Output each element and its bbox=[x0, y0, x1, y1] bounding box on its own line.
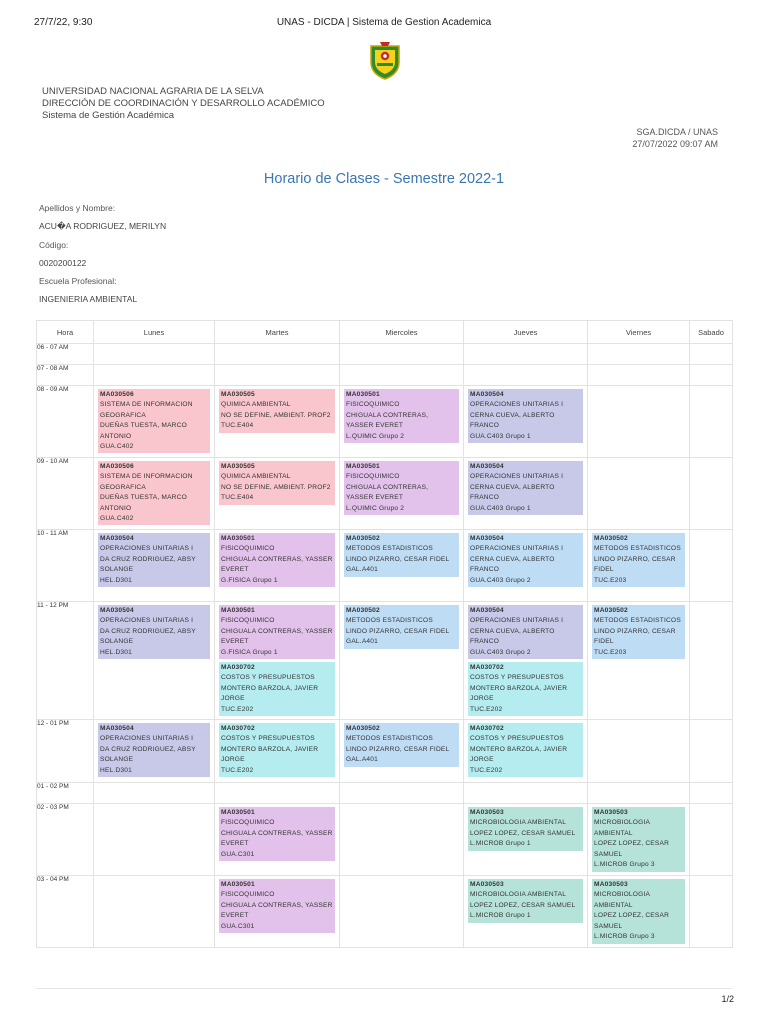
course-room: L.QUIMIC Grupo 2 bbox=[346, 504, 405, 512]
school-name: INGENIERIA AMBIENTAL bbox=[39, 294, 138, 304]
course-block[interactable] bbox=[219, 807, 335, 861]
course-code: MA030504 bbox=[100, 725, 134, 733]
course-teacher: DA CRUZ RODRIGUEZ, ABSY SOLANGE bbox=[100, 745, 196, 764]
course-room: L.MICROB Grupo 3 bbox=[594, 861, 655, 869]
schedule-cell bbox=[690, 720, 733, 783]
course-code: MA030504 bbox=[470, 535, 504, 542]
course-code: MA030502 bbox=[346, 725, 380, 733]
schedule-cell bbox=[464, 783, 588, 804]
course-teacher: MONTERO BARZOLA, JAVIER JORGE bbox=[470, 745, 568, 764]
course-code: MA030502 bbox=[594, 607, 628, 614]
course-room: GUA.C402 bbox=[100, 443, 134, 451]
course-code: MA030502 bbox=[346, 607, 380, 614]
course-teacher: CERNA CUEVA, ALBERTO FRANCO bbox=[470, 411, 555, 430]
schedule-cell bbox=[588, 344, 690, 365]
schedule-cell bbox=[340, 386, 464, 458]
print-header bbox=[0, 17, 768, 31]
course-teacher: LINDO PIZARRO, CESAR FIDEL bbox=[346, 627, 450, 635]
course-block[interactable] bbox=[344, 723, 459, 767]
schedule-cell bbox=[690, 804, 733, 876]
course-block[interactable] bbox=[468, 605, 583, 659]
course-block[interactable] bbox=[219, 389, 335, 433]
schedule-cell bbox=[690, 530, 733, 602]
course-code: MA030506 bbox=[100, 391, 134, 398]
institution-block bbox=[42, 86, 325, 122]
course-room: L.MICROB Grupo 3 bbox=[594, 933, 655, 941]
course-teacher: MONTERO BARZOLA, JAVIER JORGE bbox=[221, 745, 319, 764]
schedule-cell bbox=[690, 344, 733, 365]
hour-cell: 06 - 07 AM bbox=[37, 344, 94, 365]
course-teacher: CHIGUALA CONTRERAS, YASSER EVERET bbox=[221, 901, 333, 920]
schedule-cell bbox=[215, 783, 340, 804]
course-room: GUA.C403 Grupo 1 bbox=[470, 432, 531, 440]
course-name: FISICOQUIMICO bbox=[346, 473, 400, 481]
course-name: OPERACIONES UNITARIAS I bbox=[470, 401, 564, 409]
schedule-header-row bbox=[37, 321, 733, 344]
course-room: GUA.C403 Grupo 2 bbox=[470, 648, 531, 656]
schedule-cell bbox=[464, 804, 588, 876]
course-room: HEL.D301 bbox=[100, 648, 133, 656]
course-room: TUC.E202 bbox=[221, 766, 254, 774]
course-block[interactable] bbox=[219, 461, 335, 505]
hour-cell: 10 - 11 AM bbox=[37, 530, 94, 602]
course-name: SISTEMA DE INFORMACION GEOGRAFICA bbox=[100, 473, 193, 491]
course-code: MA030702 bbox=[470, 725, 504, 733]
course-name: MICROBIOLOGIA AMBIENTAL bbox=[470, 891, 567, 899]
schedule-cell bbox=[588, 720, 690, 783]
course-code: MA030502 bbox=[594, 535, 628, 542]
course-block[interactable] bbox=[219, 662, 335, 716]
schedule-cell bbox=[588, 876, 690, 948]
course-teacher: CHIGUALA CONTRERAS, YASSER EVERET bbox=[221, 627, 333, 646]
header-viernes: Viernes bbox=[588, 321, 690, 344]
course-room: TUC.E202 bbox=[221, 705, 254, 713]
course-name: FISICOQUIMICO bbox=[221, 545, 275, 553]
schedule-cell bbox=[690, 602, 733, 720]
course-name: QUIMICA AMBIENTAL bbox=[221, 473, 291, 481]
schedule-table bbox=[36, 320, 733, 948]
schedule-row bbox=[37, 365, 733, 386]
course-name: METODOS ESTADISTICOS bbox=[346, 545, 433, 553]
course-block[interactable] bbox=[592, 807, 685, 871]
course-code: MA030504 bbox=[470, 391, 504, 398]
course-room: HEL.D301 bbox=[100, 576, 133, 584]
course-room: HEL.D301 bbox=[100, 766, 133, 774]
hour-cell: 09 - 10 AM bbox=[37, 458, 94, 530]
course-name: COSTOS Y PRESUPUESTOS bbox=[221, 674, 315, 682]
course-code: MA030503 bbox=[470, 809, 504, 817]
course-teacher: MONTERO BARZOLA, JAVIER JORGE bbox=[470, 684, 568, 703]
course-block[interactable] bbox=[344, 533, 459, 577]
student-name-label: Apellidos y Nombre: bbox=[39, 203, 116, 213]
schedule-cell bbox=[94, 365, 215, 386]
hour-cell: 03 - 04 PM bbox=[37, 876, 94, 948]
directorate-name: DIRECCIÓN DE COORDINACIÓN Y DESARROLLO ACADÉMICO bbox=[42, 98, 325, 109]
header-jueves: Jueves bbox=[464, 321, 588, 344]
course-code: MA030504 bbox=[100, 607, 134, 614]
student-name: ACU�A RODRIGUEZ, MERILYN bbox=[39, 221, 167, 231]
course-teacher: LINDO PIZARRO, CESAR FIDEL bbox=[594, 627, 676, 646]
course-teacher: CERNA CUEVA, ALBERTO FRANCO bbox=[470, 627, 555, 646]
course-teacher: CERNA CUEVA, ALBERTO FRANCO bbox=[470, 483, 555, 502]
course-teacher: CHIGUALA CONTRERAS, YASSER EVERET bbox=[221, 829, 333, 848]
hour-cell: 12 - 01 PM bbox=[37, 720, 94, 783]
course-code: MA030702 bbox=[470, 664, 504, 672]
course-room: TUC.E203 bbox=[594, 576, 627, 584]
course-block[interactable] bbox=[592, 605, 685, 659]
course-name: MICROBIOLOGIA AMBIENTAL bbox=[594, 819, 650, 837]
schedule-cell bbox=[94, 876, 215, 948]
schedule-cell bbox=[340, 602, 464, 720]
schedule-cell bbox=[690, 876, 733, 948]
schedule-row bbox=[37, 804, 733, 876]
page-title: Horario de Clases - Semestre 2022-1 bbox=[263, 171, 505, 187]
course-code: MA030505 bbox=[221, 463, 255, 470]
course-room: L.QUIMIC Grupo 2 bbox=[346, 432, 405, 440]
course-code: MA030502 bbox=[346, 535, 380, 542]
schedule-cell bbox=[215, 365, 340, 386]
schedule-cell bbox=[690, 386, 733, 458]
schedule-cell bbox=[588, 602, 690, 720]
course-room: G.FISICA Grupo 1 bbox=[221, 648, 278, 656]
course-room: GUA.C301 bbox=[221, 922, 255, 930]
course-code: MA030702 bbox=[221, 664, 255, 672]
schedule-cell bbox=[690, 458, 733, 530]
course-room: GUA.C402 bbox=[100, 515, 134, 523]
course-teacher: DUEÑAS TUESTA, MARCO ANTONIO bbox=[100, 422, 187, 440]
course-room: GUA.C403 Grupo 2 bbox=[470, 576, 531, 584]
schedule-cell bbox=[464, 458, 588, 530]
course-code: MA030503 bbox=[594, 881, 628, 889]
system-stamp bbox=[632, 126, 718, 150]
course-name: OPERACIONES UNITARIAS I bbox=[100, 617, 194, 625]
institution-name: UNIVERSIDAD NACIONAL AGRARIA DE LA SELVA bbox=[42, 86, 264, 97]
course-name: OPERACIONES UNITARIAS I bbox=[470, 545, 564, 553]
schedule-cell bbox=[94, 344, 215, 365]
course-code: MA030501 bbox=[221, 809, 255, 817]
schedule-cell bbox=[464, 386, 588, 458]
course-teacher: LOPEZ LOPEZ, CESAR SAMUEL bbox=[470, 901, 576, 909]
course-block[interactable] bbox=[592, 533, 685, 587]
schedule-cell bbox=[340, 804, 464, 876]
course-name: OPERACIONES UNITARIAS I bbox=[470, 617, 564, 625]
course-teacher: LINDO PIZARRO, CESAR FIDEL bbox=[346, 745, 450, 753]
schedule-cell bbox=[340, 720, 464, 783]
student-code: 0020200122 bbox=[39, 258, 87, 268]
schedule-row bbox=[37, 386, 733, 458]
course-block[interactable] bbox=[468, 533, 583, 587]
course-block[interactable] bbox=[468, 723, 583, 777]
hour-cell: 11 - 12 PM bbox=[37, 602, 94, 720]
course-teacher: NO SE DEFINE, AMBIENT. PROF2 bbox=[221, 483, 331, 491]
course-teacher: LINDO PIZARRO, CESAR FIDEL bbox=[594, 555, 676, 574]
course-room: TUC.E404 bbox=[221, 494, 254, 502]
schedule-cell bbox=[94, 602, 215, 720]
course-name: COSTOS Y PRESUPUESTOS bbox=[221, 735, 315, 743]
schedule-cell bbox=[94, 720, 215, 783]
schedule-cell bbox=[340, 365, 464, 386]
page-number: 1/2 bbox=[721, 994, 734, 1004]
course-name: METODOS ESTADISTICOS bbox=[346, 617, 433, 625]
schedule-cell bbox=[588, 530, 690, 602]
system-code: SGA.DICDA / UNAS bbox=[636, 127, 718, 137]
course-teacher: MONTERO BARZOLA, JAVIER JORGE bbox=[221, 684, 319, 703]
schedule-cell bbox=[340, 783, 464, 804]
course-name: METODOS ESTADISTICOS bbox=[346, 735, 433, 743]
course-teacher: CERNA CUEVA, ALBERTO FRANCO bbox=[470, 555, 555, 574]
schedule-cell bbox=[215, 602, 340, 720]
course-block[interactable] bbox=[592, 879, 685, 943]
schedule-row bbox=[37, 876, 733, 948]
header-miercoles: Miercoles bbox=[340, 321, 464, 344]
hour-cell: 01 - 02 PM bbox=[37, 783, 94, 804]
header-lunes: Lunes bbox=[94, 321, 215, 344]
schedule-cell bbox=[215, 458, 340, 530]
course-code: MA030504 bbox=[100, 535, 134, 542]
course-teacher: LINDO PIZARRO, CESAR FIDEL bbox=[346, 555, 450, 563]
schedule-cell bbox=[340, 344, 464, 365]
course-name: FISICOQUIMICO bbox=[346, 401, 400, 409]
course-block[interactable] bbox=[468, 807, 583, 851]
course-block[interactable] bbox=[219, 879, 335, 933]
header-martes: Martes bbox=[215, 321, 340, 344]
schedule-cell bbox=[588, 783, 690, 804]
course-name: MICROBIOLOGIA AMBIENTAL bbox=[470, 819, 567, 827]
course-room: GAL.A401 bbox=[346, 566, 379, 574]
course-block[interactable] bbox=[98, 723, 210, 777]
course-name: OPERACIONES UNITARIAS I bbox=[100, 545, 194, 553]
schedule-row bbox=[37, 720, 733, 783]
schedule-cell bbox=[464, 876, 588, 948]
hour-cell: 02 - 03 PM bbox=[37, 804, 94, 876]
course-code: MA030503 bbox=[470, 881, 504, 889]
schedule-cell bbox=[215, 876, 340, 948]
course-block[interactable] bbox=[219, 605, 335, 659]
course-teacher: DUEÑAS TUESTA, MARCO ANTONIO bbox=[100, 494, 187, 512]
university-logo bbox=[368, 40, 402, 80]
schedule-cell bbox=[94, 458, 215, 530]
system-name: Sistema de Gestión Académica bbox=[42, 110, 175, 121]
schedule-cell bbox=[215, 386, 340, 458]
schedule-cell bbox=[464, 720, 588, 783]
schedule-body bbox=[37, 344, 733, 948]
student-code-label: Código: bbox=[39, 240, 69, 250]
course-name: METODOS ESTADISTICOS bbox=[594, 545, 681, 553]
course-teacher: CHIGUALA CONTRERAS, YASSER EVERET bbox=[346, 411, 429, 430]
footer-divider bbox=[36, 988, 732, 989]
course-block[interactable] bbox=[98, 389, 210, 453]
course-block[interactable] bbox=[344, 605, 459, 649]
schedule-cell bbox=[690, 783, 733, 804]
course-teacher: CHIGUALA CONTRERAS, YASSER EVERET bbox=[221, 555, 333, 574]
course-name: OPERACIONES UNITARIAS I bbox=[470, 473, 564, 481]
course-code: MA030501 bbox=[346, 391, 380, 398]
course-room: TUC.E404 bbox=[221, 422, 254, 430]
course-code: MA030506 bbox=[100, 463, 134, 470]
schedule-cell bbox=[588, 386, 690, 458]
course-teacher: DA CRUZ RODRIGUEZ, ABSY SOLANGE bbox=[100, 627, 196, 646]
course-block[interactable] bbox=[468, 879, 583, 923]
course-teacher: LOPEZ LOPEZ, CESAR SAMUEL bbox=[470, 829, 576, 837]
course-name: QUIMICA AMBIENTAL bbox=[221, 401, 291, 409]
header-sabado: Sabado bbox=[690, 321, 733, 344]
schedule-row bbox=[37, 458, 733, 530]
course-room: G.FISICA Grupo 1 bbox=[221, 576, 278, 584]
schedule-cell bbox=[588, 458, 690, 530]
course-code: MA030503 bbox=[594, 809, 628, 817]
course-name: COSTOS Y PRESUPUESTOS bbox=[470, 735, 564, 743]
course-name: SISTEMA DE INFORMACION GEOGRAFICA bbox=[100, 401, 193, 419]
course-code: MA030505 bbox=[221, 391, 255, 398]
course-teacher: LOPEZ LOPEZ, CESAR SAMUEL bbox=[594, 840, 670, 858]
course-block[interactable] bbox=[219, 533, 335, 587]
print-datetime: 27/7/22, 9:30 bbox=[34, 17, 93, 28]
course-block[interactable] bbox=[468, 389, 583, 443]
schedule-row bbox=[37, 602, 733, 720]
schedule-cell bbox=[94, 386, 215, 458]
course-block[interactable] bbox=[468, 461, 583, 515]
course-block[interactable] bbox=[98, 605, 210, 659]
header-hora: Hora bbox=[37, 321, 94, 344]
course-name: FISICOQUIMICO bbox=[221, 617, 275, 625]
course-room: GUA.C403 Grupo 1 bbox=[470, 504, 531, 512]
course-teacher: LOPEZ LOPEZ, CESAR SAMUEL bbox=[594, 912, 670, 930]
schedule-row bbox=[37, 783, 733, 804]
hour-cell: 08 - 09 AM bbox=[37, 386, 94, 458]
school-label: Escuela Profesional: bbox=[39, 276, 117, 286]
course-name: METODOS ESTADISTICOS bbox=[594, 617, 681, 625]
schedule-cell bbox=[690, 365, 733, 386]
course-block[interactable] bbox=[98, 461, 210, 525]
course-code: MA030501 bbox=[221, 607, 255, 614]
course-room: GAL.A401 bbox=[346, 638, 379, 646]
course-code: MA030501 bbox=[221, 535, 255, 542]
schedule-cell bbox=[588, 365, 690, 386]
course-teacher: NO SE DEFINE, AMBIENT. PROF2 bbox=[221, 411, 331, 419]
course-block[interactable] bbox=[219, 723, 335, 777]
course-code: MA030501 bbox=[346, 463, 380, 470]
schedule-row bbox=[37, 530, 733, 602]
schedule-cell bbox=[464, 365, 588, 386]
course-block[interactable] bbox=[468, 662, 583, 716]
course-code: MA030501 bbox=[221, 881, 255, 889]
course-room: GUA.C301 bbox=[221, 850, 255, 858]
schedule-cell bbox=[94, 530, 215, 602]
course-code: MA030504 bbox=[470, 607, 504, 614]
schedule-cell bbox=[94, 804, 215, 876]
schedule-cell bbox=[215, 720, 340, 783]
course-name: FISICOQUIMICO bbox=[221, 891, 275, 899]
course-room: TUC.E202 bbox=[470, 766, 503, 774]
schedule-row bbox=[37, 344, 733, 365]
course-name: FISICOQUIMICO bbox=[221, 819, 275, 827]
print-title: UNAS - DICDA | Sistema de Gestion Academica bbox=[276, 17, 492, 28]
course-room: L.MICROB Grupo 1 bbox=[470, 912, 531, 920]
course-name: OPERACIONES UNITARIAS I bbox=[100, 735, 194, 743]
course-code: MA030702 bbox=[221, 725, 255, 733]
course-name: MICROBIOLOGIA AMBIENTAL bbox=[594, 891, 650, 909]
course-code: MA030504 bbox=[470, 463, 504, 470]
schedule-cell bbox=[215, 344, 340, 365]
course-block[interactable] bbox=[344, 389, 459, 443]
schedule-cell bbox=[215, 530, 340, 602]
course-teacher: CHIGUALA CONTRERAS, YASSER EVERET bbox=[346, 483, 429, 502]
course-room: GAL.A401 bbox=[346, 756, 379, 764]
schedule-cell bbox=[588, 804, 690, 876]
schedule-cell bbox=[94, 783, 215, 804]
schedule-cell bbox=[464, 344, 588, 365]
course-block[interactable] bbox=[344, 461, 459, 515]
schedule-cell bbox=[215, 804, 340, 876]
schedule-cell bbox=[340, 876, 464, 948]
course-block[interactable] bbox=[98, 533, 210, 587]
schedule-cell bbox=[340, 530, 464, 602]
generated-datetime: 27/07/2022 09:07 AM bbox=[632, 139, 718, 149]
course-teacher: DA CRUZ RODRIGUEZ, ABSY SOLANGE bbox=[100, 555, 196, 574]
hour-cell: 07 - 08 AM bbox=[37, 365, 94, 386]
course-room: L.MICROB Grupo 1 bbox=[470, 840, 531, 848]
course-name: COSTOS Y PRESUPUESTOS bbox=[470, 674, 564, 682]
schedule-cell bbox=[340, 458, 464, 530]
schedule-cell bbox=[464, 530, 588, 602]
course-room: TUC.E202 bbox=[470, 705, 503, 713]
course-room: TUC.E203 bbox=[594, 648, 627, 656]
schedule-cell bbox=[464, 602, 588, 720]
